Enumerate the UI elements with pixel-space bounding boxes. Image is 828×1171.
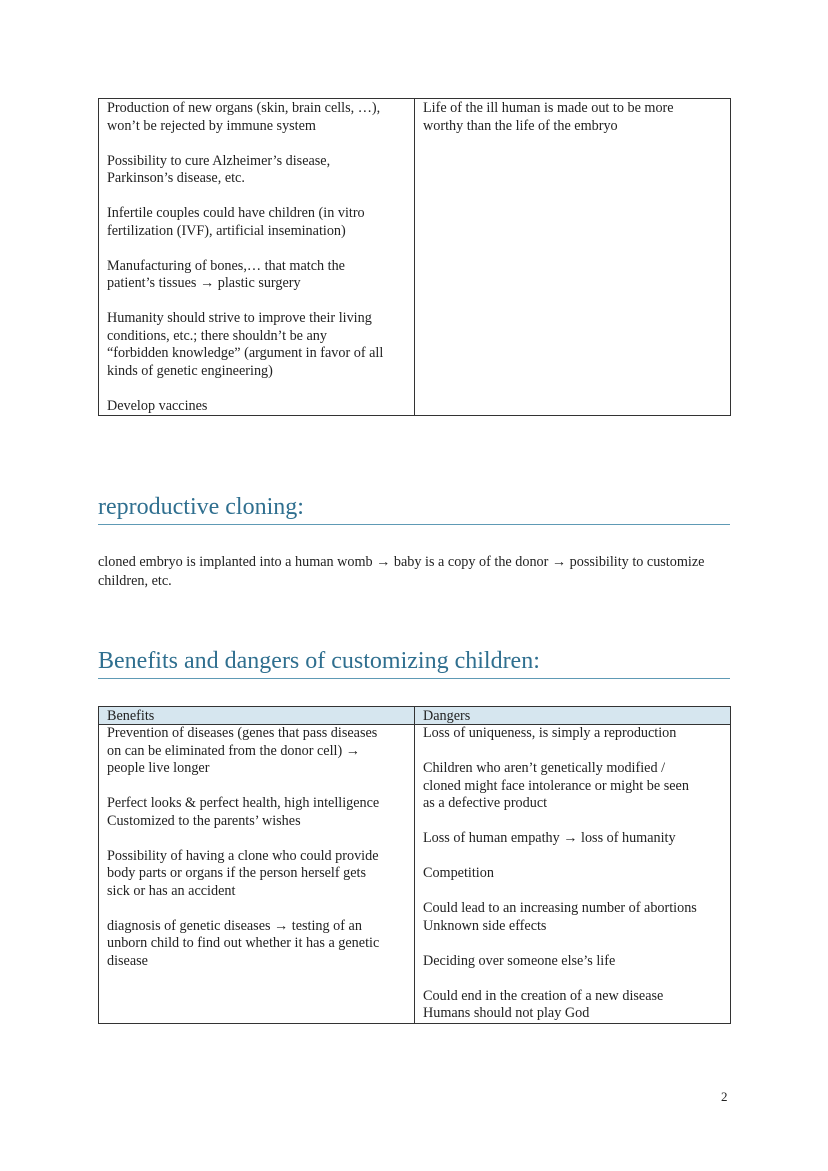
dangers-header: Dangers <box>415 707 731 725</box>
list-item: Perfect looks & perfect health, high intelligence Customized to the parents’ wishes <box>107 795 380 829</box>
list-item: Could end in the creation of a new disease Humans should not play God <box>423 987 664 1021</box>
section-heading-benefits-dangers: Benefits and dangers of customizing children: <box>98 646 730 679</box>
list-item: Deciding over someone else’s life <box>423 952 616 969</box>
contra-arguments-cell <box>415 99 731 416</box>
reproductive-cloning-text: cloned embryo is implanted into a human womb → baby is a copy of the donor → possibility to customize children, etc. <box>98 554 705 589</box>
section-heading-reproductive-cloning: reproductive cloning: <box>98 492 730 525</box>
pro-arguments-cell <box>99 99 415 416</box>
benefits-dangers-table <box>98 706 731 1024</box>
table-header-row <box>99 707 731 725</box>
list-item: Possibility of having a clone who could provide body parts or organs if the person herself gets sick or has an accident <box>107 847 379 899</box>
list-item: Loss of uniqueness, is simply a reproduction <box>423 725 677 741</box>
list-item: Life of the ill human is made out to be more worthy than the life of the embryo <box>423 100 674 134</box>
table-row <box>99 99 731 416</box>
benefits-header: Benefits <box>99 707 415 725</box>
table-row <box>99 725 731 1024</box>
page-number: 2 <box>721 1089 728 1104</box>
benefits-cell <box>99 725 415 1024</box>
list-item: Competition <box>423 865 494 881</box>
list-item: diagnosis of genetic diseases → testing of an unborn child to find out whether it has a genetic disease <box>107 917 380 969</box>
list-item: Children who aren’t genetically modified / cloned might face intolerance or might be seen as a defective product <box>423 760 689 811</box>
list-item: Humanity should strive to improve their living conditions, etc.; there shouldn’t be any “forbidden knowledge” (argument in favor of all kinds of genetic engineering) <box>107 310 384 379</box>
list-item: Infertile couples could have children (in vitro fertilization (IVF), artificial insemination) <box>107 205 365 239</box>
list-item: Manufacturing of bones,… that match the patient’s tissues → plastic surgery <box>107 257 345 291</box>
list-item: Production of new organs (skin, brain cells, …), won’t be rejected by immune system <box>107 100 381 134</box>
dangers-cell <box>415 725 731 1024</box>
list-item: Loss of human empathy → loss of humanity <box>423 830 676 846</box>
list-item: Possibility to cure Alzheimer’s disease, Parkinson’s disease, etc. <box>107 152 331 186</box>
list-item: Prevention of diseases (genes that pass diseases on can be eliminated from the donor cell) → people live longer <box>107 725 378 776</box>
list-item: Develop vaccines <box>107 397 208 414</box>
list-item: Could lead to an increasing number of abortions Unknown side effects <box>423 900 697 934</box>
arguments-table <box>98 98 731 416</box>
